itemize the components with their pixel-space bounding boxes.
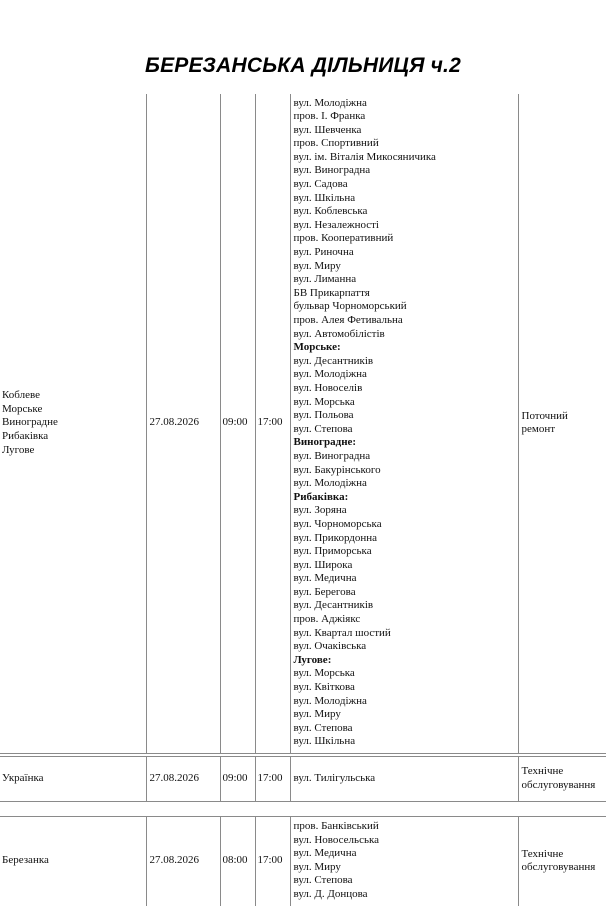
table-row bbox=[0, 817, 606, 906]
street-name: вул. ім. Віталія Микосяничика bbox=[293, 150, 436, 163]
street-name: вул. Медична bbox=[293, 847, 357, 860]
street-name: вул. Незалежності bbox=[293, 218, 379, 231]
date-text: 27.08.2026 bbox=[149, 854, 199, 867]
start-time-cell bbox=[220, 757, 255, 802]
street-name: вул. Новоселів bbox=[293, 381, 363, 394]
village-heading: Морське: bbox=[293, 341, 341, 354]
street-name: вул. Молодіжна bbox=[293, 96, 367, 109]
street-name: вул. Автомобілістів bbox=[293, 327, 385, 340]
street-name: вул. Шкільна bbox=[293, 191, 356, 204]
street-name: вул. Берегова bbox=[293, 585, 356, 598]
end-time-text: 17:00 bbox=[257, 772, 283, 785]
table-row bbox=[0, 757, 606, 802]
street-name: вул. Морська bbox=[293, 395, 355, 408]
street-name: вул. Риночна bbox=[293, 246, 354, 259]
street-name: вул. Прикордонна bbox=[293, 531, 378, 544]
settlements-cell bbox=[0, 94, 146, 753]
start-time-text: 08:00 bbox=[222, 854, 248, 867]
date-text: 27.08.2026 bbox=[149, 416, 199, 429]
street-name: пров. Кооперативний bbox=[293, 232, 394, 245]
street-name: вул. Медична bbox=[293, 572, 357, 585]
reason-text: Поточний ремонт bbox=[521, 409, 568, 436]
settlement-name: Виноградне bbox=[2, 416, 58, 429]
street-name: пров. Алея Фетивальна bbox=[293, 314, 403, 326]
date-cell bbox=[146, 94, 220, 753]
street-name: вул. Десантників bbox=[293, 354, 374, 367]
end-time-cell bbox=[255, 94, 290, 753]
end-time-text: 17:00 bbox=[257, 416, 283, 429]
street-name: вул. Польова bbox=[293, 409, 354, 422]
street-name: вул. Шкільна bbox=[293, 735, 356, 748]
street-name: вул. Миру bbox=[293, 860, 341, 873]
street-name: вул. Чорноморська bbox=[293, 517, 382, 530]
street-name: БВ Прикарпаття bbox=[293, 286, 370, 299]
outage-table-3 bbox=[0, 816, 606, 906]
street-name: пров. Банківський bbox=[293, 819, 379, 832]
date-cell bbox=[146, 757, 220, 802]
reason-text: Технічне обслуговування bbox=[521, 847, 596, 874]
street-name: вул. Морська bbox=[293, 667, 355, 680]
street-name: вул. Степова bbox=[293, 422, 353, 435]
street-name: вул. Бакурінського bbox=[293, 463, 381, 476]
street-name: вул. Миру bbox=[293, 259, 341, 272]
village-heading: Рибаківка: bbox=[293, 490, 349, 503]
end-time-cell bbox=[255, 817, 290, 906]
start-time-text: 09:00 bbox=[222, 416, 248, 429]
street-name: вул. Зоряна bbox=[293, 504, 347, 517]
settlement-name: Українка bbox=[2, 772, 44, 785]
table-row bbox=[0, 94, 606, 753]
reason-cell bbox=[518, 817, 606, 906]
village-heading: Лугове: bbox=[293, 653, 332, 666]
settlements-cell bbox=[0, 817, 146, 906]
street-name: вул. Лиманна bbox=[293, 273, 357, 286]
street-name: вул. Степова bbox=[293, 721, 353, 734]
end-time-cell bbox=[255, 757, 290, 802]
settlement-name: Березанка bbox=[2, 854, 49, 867]
street-name: бульвар Чорноморський bbox=[293, 300, 407, 313]
start-time-cell bbox=[220, 817, 255, 906]
start-time-text: 09:00 bbox=[222, 772, 248, 785]
settlement-name: Коблеве bbox=[2, 389, 40, 402]
street-name: вул. Степова bbox=[293, 874, 353, 887]
streets-cell bbox=[290, 817, 518, 906]
street-name: пров. І. Франка bbox=[293, 110, 366, 123]
outage-table-2 bbox=[0, 756, 606, 802]
street-name: вул. Квартал шостий bbox=[293, 626, 391, 639]
street-name: вул. Новосельська bbox=[293, 833, 380, 846]
street-name: вул. Виноградна bbox=[293, 449, 371, 462]
reason-cell bbox=[518, 757, 606, 802]
page-title: БЕРЕЗАНСЬКА ДІЛЬНИЦЯ ч.2 bbox=[145, 54, 461, 77]
street-name: вул. Молодіжна bbox=[293, 368, 367, 381]
street-name: пров. Аджіякс bbox=[293, 613, 361, 626]
date-cell bbox=[146, 817, 220, 906]
street-name: вул. Десантників bbox=[293, 599, 374, 612]
streets-cell bbox=[290, 757, 518, 802]
reason-text: Технічне обслуговування bbox=[521, 765, 596, 791]
street-name: вул. Молодіжна bbox=[293, 477, 367, 490]
settlements-cell bbox=[0, 757, 146, 802]
street-name: вул. Миру bbox=[293, 708, 341, 721]
street-name: вул. Приморська bbox=[293, 545, 372, 558]
streets-cell bbox=[290, 94, 518, 753]
date-text: 27.08.2026 bbox=[149, 772, 199, 785]
street-name: вул. Очаківська bbox=[293, 640, 367, 653]
street-name: пров. Спортивний bbox=[293, 137, 379, 150]
street-name: вул. Квіткова bbox=[293, 681, 355, 694]
outage-table-1 bbox=[0, 94, 606, 754]
street-name: вул. Садова bbox=[293, 178, 348, 191]
street-name: вул. Коблевська bbox=[293, 205, 368, 218]
settlement-name: Рибаківка bbox=[2, 430, 49, 443]
street-name: вул. Д. Донцова bbox=[293, 887, 368, 900]
street-name: вул. Шевченка bbox=[293, 123, 362, 136]
reason-cell bbox=[518, 94, 606, 753]
end-time-text: 17:00 bbox=[257, 854, 283, 867]
settlement-name: Морське bbox=[2, 402, 43, 415]
start-time-cell bbox=[220, 94, 255, 753]
street-name: вул. Тилігульська bbox=[293, 771, 376, 784]
village-heading: Виноградне: bbox=[293, 436, 357, 449]
street-name: вул. Виноградна bbox=[293, 164, 371, 177]
street-name: вул. Молодіжна bbox=[293, 694, 367, 707]
settlement-name: Лугове bbox=[2, 443, 35, 456]
street-name: вул. Широка bbox=[293, 558, 353, 571]
